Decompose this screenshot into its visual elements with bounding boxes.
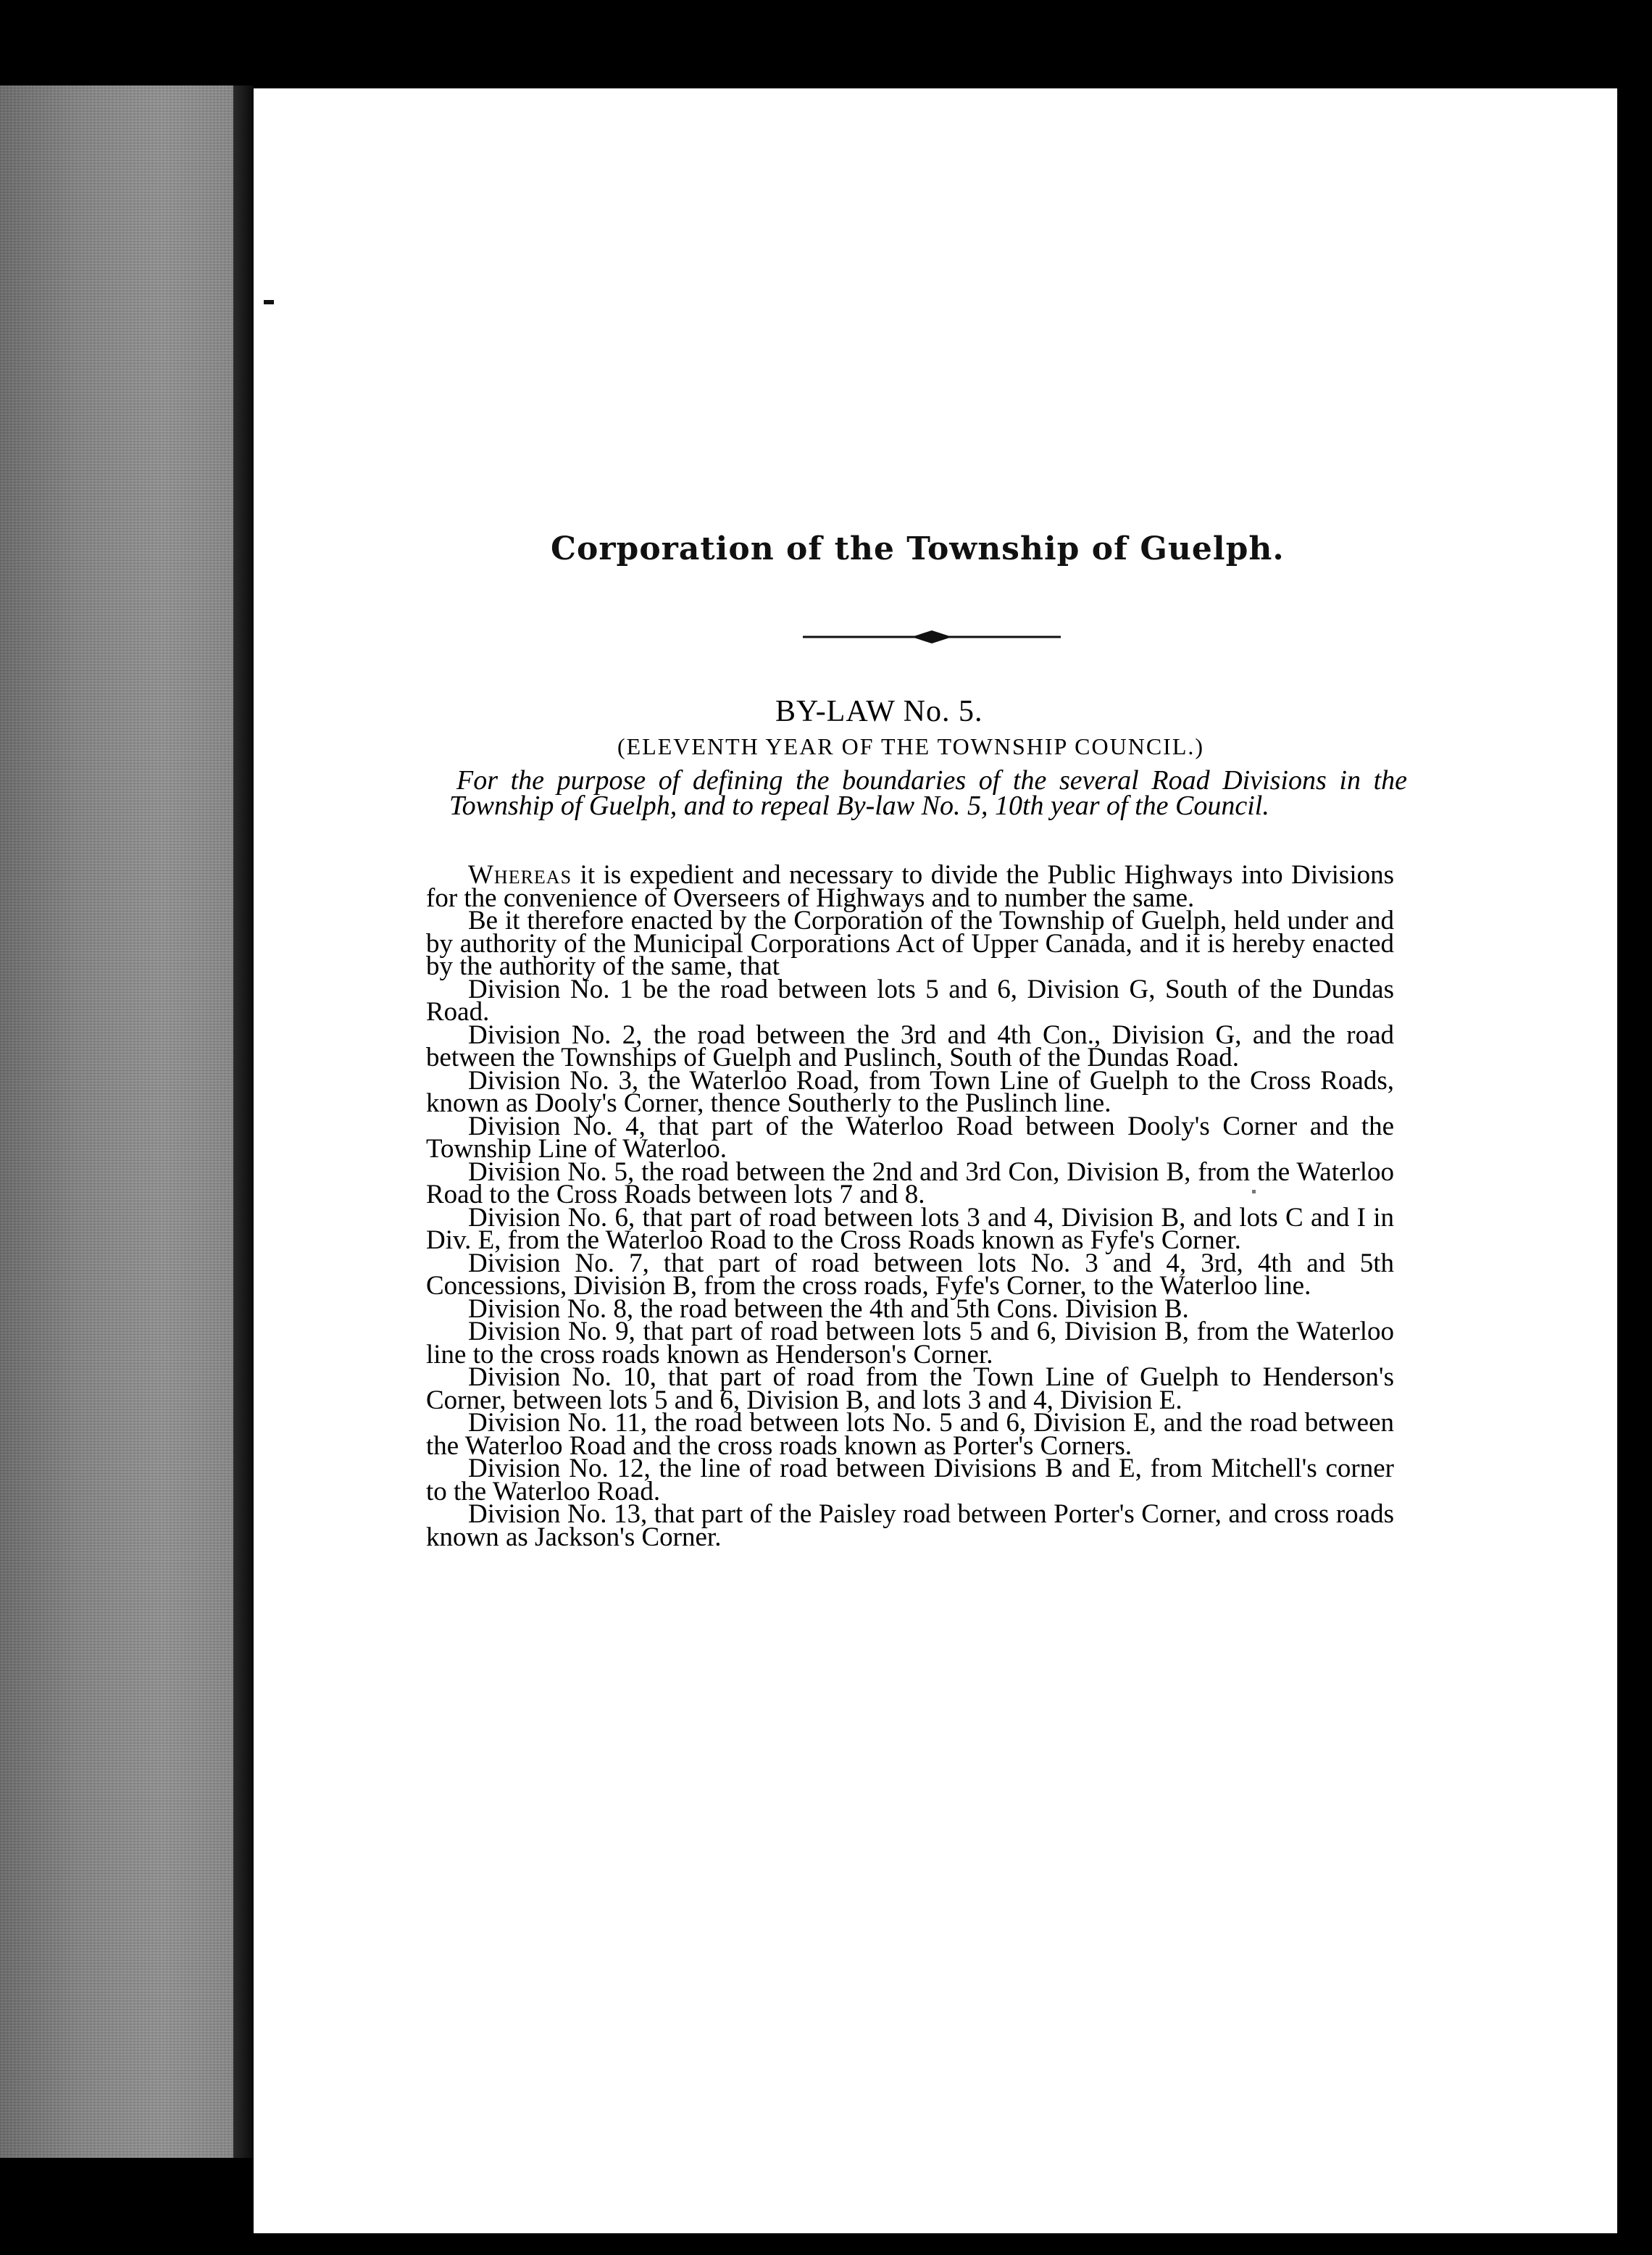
division-paragraph: Division No. 3, the Waterloo Road, from Town Line of Guelph to the Cross Roads, known as Dooly's Corner, thence Southerly to the Puslinch line. [426,1065,1394,1118]
bylaw-body [426,860,1394,1552]
title-divider-ornament [803,626,1061,648]
binding-shadow [233,86,254,2158]
division-paragraph: Division No. 5, the road between the 2nd and 3rd Con, Division B, from the Waterloo Road to the Cross Roads between lots 7 and 8. [426,1156,1394,1209]
division-paragraph: Division No. 12, the line of road between Divisions B and E, from Mitchell's corner to the Waterloo Road. [426,1454,1394,1506]
purpose-statement: For the purpose of defining the boundaries of the several Road Divisions in the Township of Guelph, and to repeal By-law No. 5, 10th year of the Council. [449,765,1407,821]
division-paragraph: Division No. 8, the road between the 4th and 5th Cons. Division B. [468,1293,1189,1324]
division-paragraph: Division No. 10, that part of road from the Town Line of Guelph to Henderson's Corner, between lots 5 and 6, Division B, and lots 3 and 4, Division E. [426,1362,1394,1415]
council-year-line: (ELEVENTH YEAR OF THE TOWNSHIP COUNCIL.) [617,733,1205,759]
division-paragraph: Division No. 2, the road between the 3rd and 4th Con., Division G, and the road between the Townships of Guelph and Puslinch, South of the Dundas Road. [426,1020,1394,1072]
scan-mark [264,300,274,304]
enacting-clause: Be it therefore enacted by the Corporation of the Township of Guelph, held under and by authority of the Municipal Corporations Act of Upper Canada, and it is hereby enacted by the authority of the same, that [426,906,1394,981]
bylaw-heading: BY-LAW No. 5. [775,695,983,728]
division-paragraph: Division No. 13, that part of the Paisley road between Porter's Corner, and cross roads known as Jackson's Corner. [426,1499,1394,1552]
binding-strip [0,86,233,2158]
division-paragraph: Division No. 6, that part of road between lots 3 and 4, Division B, and lots C and I in Div. E, from the Waterloo Road to the Cross Roads known as Fyfe's Corner. [426,1202,1394,1255]
division-paragraph: Division No. 4, that part of the Waterloo Road between Dooly's Corner and the Township Line of Waterloo. [426,1111,1394,1164]
whereas-text: it is expedient and necessary to divide the Public Highways into Divisions for the convenience of Overseers of Highways and to number the same. [426,860,1394,913]
whereas-lead: Whereas [468,860,572,890]
division-paragraph: Division No. 9, that part of road between lots 5 and 6, Division B, from the Waterloo line to the cross roads known as Henderson's Corner. [426,1317,1394,1370]
division-paragraph: Division No. 11, the road between lots No. 5 and 6, Division E, and the road between the Waterloo Road and the cross roads known as Porter's Corners. [426,1408,1394,1461]
division-paragraph: Division No. 1 be the road between lots 5 and 6, Division G, South of the Dundas Road. [426,974,1394,1027]
whereas-paragraph [426,860,1394,913]
document-title: Corporation of the Township of Guelph. [551,530,1285,567]
division-paragraph: Division No. 7, that part of road between lots No. 3 and 4, 3rd, 4th and 5th Concessions, Division B, from the cross roads, Fyfe's Corner, to the Waterloo line. [426,1248,1394,1301]
